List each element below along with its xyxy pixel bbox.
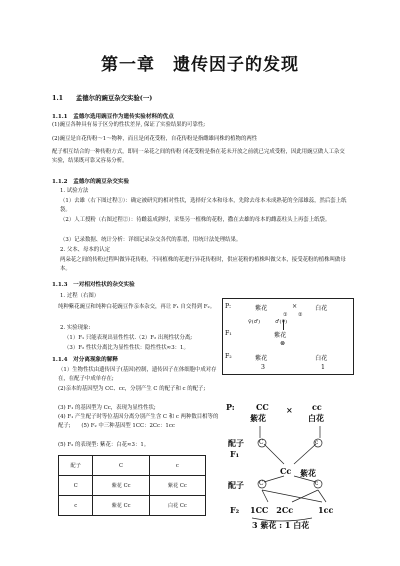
- table-cell: C: [59, 476, 93, 496]
- explain-4: (4) F₁ 产生配子时等位基因分离分别产生含 C 和 c 两种数目相等的配子; (5) F₂ 中三种基因型 1CC：2Cc：1cc: [58, 414, 219, 429]
- d1-f2-white: 白花: [315, 355, 328, 362]
- method-2: （2）人工授粉（右图过程②）：待雌蕊成熟时，采集另一植株的花粉，撒在去雄的母本的雌蕊柱头上再套上纸袋。: [60, 217, 331, 223]
- d1-purple-flower: 紫花: [255, 305, 268, 312]
- section-1-1-3: 1.1.3 一对相对性状的杂交实验: [52, 282, 135, 288]
- d2-f2-label: F₂: [230, 505, 240, 515]
- d1-step-2: ②: [298, 312, 303, 318]
- punnett-table: [58, 455, 206, 516]
- d2-gamete2-C: C: [259, 480, 264, 487]
- table-cell: 紫花 Cc: [149, 476, 205, 496]
- d2-gamete-c: c: [315, 439, 319, 446]
- d2-ratio-1: 1CC 2Cc: [250, 505, 294, 515]
- explain-5: (5) F₂ 的表现型: 紫花：白花≈3：1。: [58, 442, 150, 448]
- table-cell: 配子: [59, 456, 93, 476]
- process-text: 纯种紫花豌豆和纯种白花豌豆作亲本杂交，再让 F₁ 自交得到 F₂。: [58, 304, 216, 310]
- d2-white: 白花: [308, 413, 324, 423]
- method-1: （1）去雄（右下图过程①）：确定被研究的相对性状，选择好父本和母本，先除去母本未成熟花的全部雄蕊，然后套上纸袋。: [60, 198, 347, 213]
- explain-1: （1）生物性状由遗传因子(基因)控制，遗传因子在体细胞中成对存在，在配子中成单存在;: [58, 367, 217, 382]
- table-cell: c: [59, 496, 93, 516]
- table-cell: 紫花 Cc: [93, 496, 149, 516]
- explain-2: (2)亲本的基因型为 CC、cc，分别产生 C 的配子和 c 的配子;: [58, 386, 206, 392]
- phenomenon-1: （1）F₁ 只能表现出显性性状.（2）F₂ 出现性状分离;: [64, 335, 193, 341]
- explain-3: (3) F₁ 的基因型为 Cc，表现为显性性状;: [58, 405, 156, 411]
- d1-f1-label: F₁: [225, 330, 232, 337]
- d1-self-icon: ⊗: [280, 340, 286, 347]
- d1-ratio-3: 3: [261, 364, 265, 371]
- d1-sex-symbols: ♀(♂) ♂(♀): [248, 319, 288, 325]
- table-row: [59, 456, 206, 476]
- phenomenon-2: （3）F₂ 性状分离比为显性性状：隐性性状≈3：1。: [64, 345, 189, 351]
- d1-line: [283, 320, 284, 330]
- d2-gamete-C: C: [259, 439, 264, 446]
- section-1-1-4: 1.1.4 对分离现象的解释: [52, 357, 118, 363]
- para-2b: 配子相互结合的一种传粉方式，即同一朵花之间的传粉 闭花受粉是指在花未开放之前就已完成受粉，因此用豌豆做人工杂交实验，结果既可靠又容易分析。: [52, 149, 345, 164]
- cross-diagram-box: [222, 298, 354, 375]
- d2-gamete-label: 配子: [228, 438, 244, 448]
- method-heading: 1. 试验方法: [60, 188, 89, 194]
- d2-parent-ccl: cc: [312, 402, 322, 412]
- d2-final-ratio: 3 紫花 : 1 白花: [252, 520, 310, 530]
- table-cell: C: [93, 456, 149, 476]
- d2-f1-phenotype: 紫花: [300, 468, 316, 478]
- table-cell: c: [149, 456, 205, 476]
- d1-p-label: P:: [225, 303, 232, 310]
- parent-text: 两朵花之间的传粉过程叫做异花传粉，不同植株的花进行异花传粉时，供应花粉的植株叫做父本，接受花粉的植株叫做母本。: [60, 257, 346, 272]
- section-1-1: 1.1 孟德尔的豌豆杂交实验(一): [52, 94, 153, 102]
- d1-ratio-1: 1: [321, 364, 325, 371]
- d2-purple: 紫花: [250, 413, 266, 423]
- d1-f2-label: F₂: [225, 353, 232, 360]
- d2-p-label: P:: [226, 402, 235, 412]
- parent-heading: 2. 父本、母本的认定: [60, 247, 110, 253]
- table-cell: 白花 Cc: [149, 496, 205, 516]
- section-1-1-1: 1.1.1 孟德尔选用豌豆作为遗传实验材料的优点: [52, 114, 174, 120]
- d2-f1-label: F₁: [230, 449, 240, 459]
- table-row: [59, 476, 206, 496]
- table-row: [59, 496, 206, 516]
- d2-f1-genotype: Cc: [280, 466, 292, 476]
- para-2a: (2)豌豆是自花传粉～1～物种，而且是闭花受粉，自花传粉是指雌雄同株的植物的两性: [52, 136, 258, 142]
- d2-parent-cc: CC: [256, 402, 269, 412]
- page-title: 第一章 遗传因子的发现: [101, 55, 299, 75]
- d2-gamete2-label: 配子: [228, 480, 244, 490]
- para-1: (1)豌豆各种具有易于区分的性状差异, 保证了实验结果的可靠性;: [52, 122, 206, 128]
- d2-gamete2-c: c: [315, 480, 319, 487]
- d2-times: ×: [286, 405, 293, 415]
- d1-step-1: ①: [283, 312, 288, 318]
- process-heading: 1. 过程（右图）: [60, 293, 100, 299]
- d1-f1-flower: 紫花: [274, 332, 287, 339]
- d2-ratio-2: 1cc: [318, 505, 334, 515]
- table-cell: 紫花 Cc: [93, 476, 149, 496]
- section-1-1-2: 1.1.2 孟德尔的豌豆杂交实验: [52, 179, 130, 185]
- d1-white-flower: 白花: [315, 305, 328, 312]
- d1-times: ×: [292, 303, 298, 310]
- phenomenon-heading: 2. 实验现象:: [60, 325, 91, 331]
- d1-f2-purple: 紫花: [255, 355, 268, 362]
- method-3: （3）记录数据、统计分析：详细记录杂交各代的系谱，用统计法处理结果。: [60, 237, 242, 243]
